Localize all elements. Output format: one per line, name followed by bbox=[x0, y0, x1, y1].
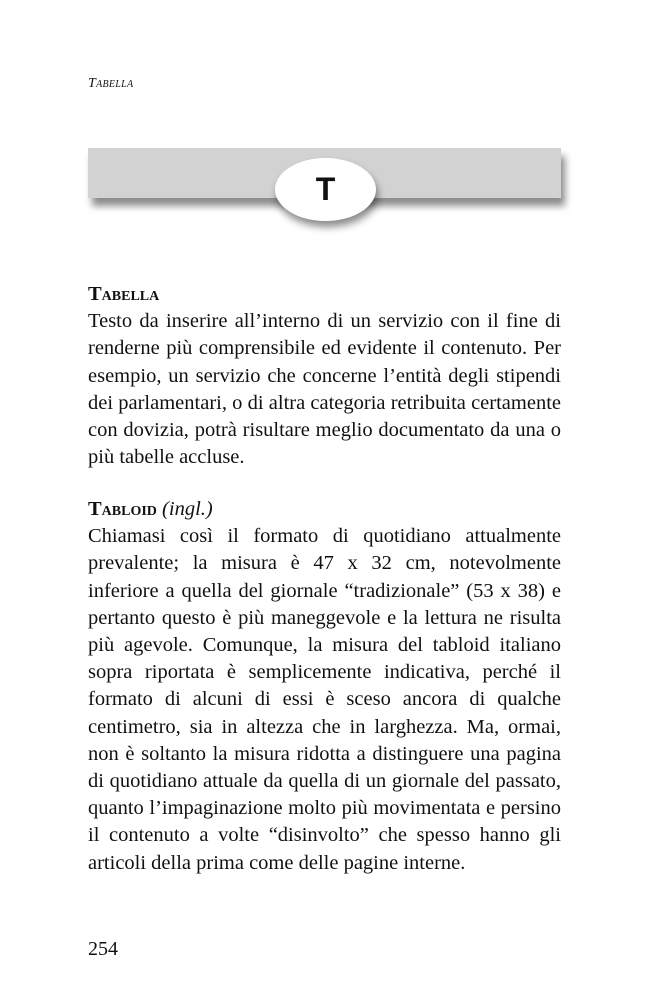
entry-term-text: Tabloid bbox=[88, 498, 157, 520]
entry-definition: Chiamasi così il formato di quotidiano attualmente prevalente; la misura è 47 x 32 cm, notevolmente inferiore a quella del giornale “tradizionale” (53 x 38) e pertanto questo è più maneggevole e la lettura ne risulta più agevole. Comunque, la misura del tabloid italiano sopra riportata è semplicemente indicativa, perché il formato di alcuni di essi è sceso ancora di qualche centimetro, sia in altezza che in larghezza. Ma, ormai, non è soltanto la misura ridotta a distinguere una pagina di quotidiano attuale da quella di un giornale del passato, quanto l’impaginazione molto più movimentata e persino il contenuto a volte “disinvolto” che spesso hanno gli articoli della prima come delle pagine interne. bbox=[88, 525, 561, 874]
running-header: Tabella bbox=[88, 76, 134, 91]
section-letter: T bbox=[315, 171, 336, 207]
glossary-entry-tabloid bbox=[88, 496, 561, 877]
section-letter-badge bbox=[275, 158, 376, 221]
entry-term bbox=[88, 281, 561, 308]
page-number: 254 bbox=[88, 938, 118, 960]
glossary-entry-tabella bbox=[88, 281, 561, 471]
entry-language-note: (ingl.) bbox=[162, 498, 213, 520]
entry-definition: Testo da inserire all’interno di un servizio con il fine di renderne più comprensibile ed evidente il contenuto. Per esempio, un servizio che concerne l’entità degli stipendi dei parlamentari, o di altra categoria retribuita certamente con dovizia, potrà risultare meglio documentato da una o più tabelle accluse. bbox=[88, 310, 561, 469]
entry-term-text: Tabella bbox=[88, 283, 160, 305]
entry-term bbox=[88, 496, 561, 523]
